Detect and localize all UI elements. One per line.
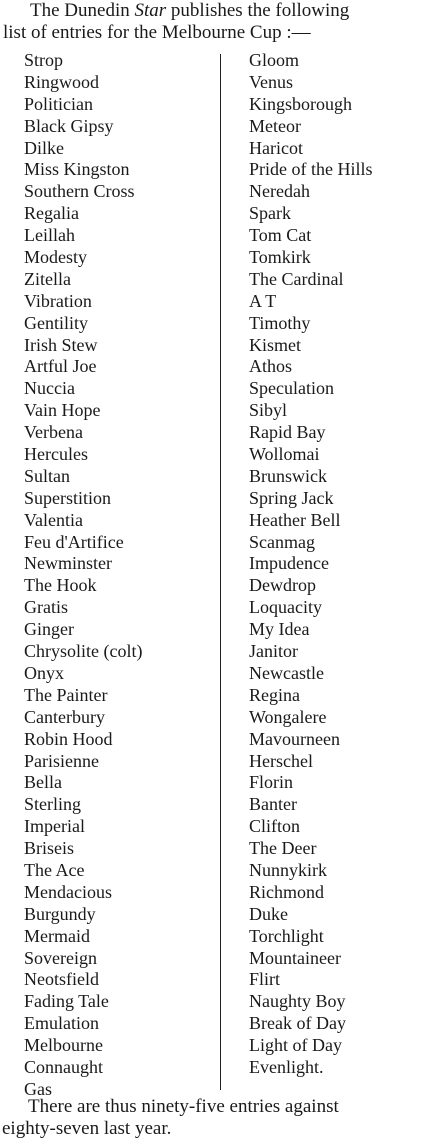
entry-name: Speculation (249, 378, 334, 399)
entry-name: Loquacity (249, 597, 322, 618)
entry-name: Feu d'Artifice (24, 531, 124, 552)
entry-name: Regalia (24, 203, 79, 224)
entries-right-column (249, 50, 373, 1079)
entry-name: Sterling (24, 794, 81, 815)
entry-name: Tomkirk (249, 247, 311, 268)
entry-name: The Painter (24, 684, 108, 705)
entry-name: Meteor (249, 115, 301, 136)
entry-name: Dewdrop (249, 575, 316, 596)
entry-name: Strop (24, 50, 64, 70)
entry-name: Richmond (249, 881, 324, 902)
entry-name: Sibyl (249, 400, 288, 421)
entry-name: Onyx (24, 662, 64, 683)
entry-name: Vibration (24, 290, 92, 311)
entry-name: Connaught (24, 1056, 103, 1077)
entry-name: Sovereign (24, 947, 97, 968)
entry-name: Gentility (24, 312, 88, 333)
entry-name: Briseis (24, 838, 75, 859)
entry-name: Bella (24, 772, 62, 793)
entry-name: Ringwood (24, 71, 100, 92)
entry-name: Neredah (249, 181, 310, 202)
entry-name: Ginger (24, 619, 74, 640)
intro-text-before: The Dunedin (30, 0, 135, 21)
entry-name: Mermaid (24, 925, 90, 946)
entry-name: Newminster (24, 553, 112, 574)
entry-name: Leillah (24, 225, 75, 246)
entry-name: Rapid Bay (249, 422, 326, 443)
entry-name: Burgundy (24, 903, 96, 924)
entry-name: Banter (249, 794, 297, 815)
entry-name: Mendacious (24, 881, 112, 902)
entry-name: Scanmag (249, 531, 315, 552)
entry-name: Southern Cross (24, 181, 135, 202)
entry-name: Artful Joe (24, 356, 97, 377)
entry-name: Light of Day (249, 1035, 342, 1056)
entry-name: Heather Bell (249, 509, 341, 530)
intro-paragraph (0, 0, 444, 44)
entry-name: Canterbury (24, 706, 105, 727)
newspaper-name: Star (134, 0, 167, 21)
entry-name: Venus (249, 71, 293, 92)
closing-paragraph (0, 1096, 444, 1140)
entry-name: My Idea (249, 619, 310, 640)
entry-name: Haricot (249, 137, 303, 158)
entry-name: Verbena (24, 422, 83, 443)
entry-name: Kismet (249, 334, 301, 355)
entry-name: Regina (249, 684, 300, 705)
entry-name: Mountaineer (249, 947, 341, 968)
entry-name: Gloom (249, 50, 300, 70)
entry-name: Zitella (24, 268, 71, 289)
column-divider (220, 54, 221, 1090)
entry-name: Evenlight. (249, 1056, 324, 1077)
entry-name: Fading Tale (24, 991, 109, 1012)
entry-name: Superstition (24, 487, 112, 508)
entry-name: Janitor (249, 641, 298, 662)
entry-name: Wollomai (249, 444, 320, 465)
entry-name: Vain Hope (24, 400, 101, 421)
entry-name: Nuccia (24, 378, 75, 399)
entry-name: Nunnykirk (249, 859, 327, 880)
entry-name: Timothy (249, 312, 311, 333)
entry-name: Neotsfield (24, 969, 99, 990)
closing-line-1: There are thus ninety-five entries against (28, 1096, 339, 1117)
entry-name: Torchlight (249, 925, 324, 946)
entry-name: Modesty (24, 247, 87, 268)
entry-name: Flirt (249, 969, 281, 990)
intro-line-1 (0, 0, 444, 22)
entry-name: Parisienne (24, 750, 99, 771)
entry-name: Valentia (24, 509, 83, 530)
entry-name: Emulation (24, 1013, 99, 1034)
entry-name: Black Gipsy (24, 115, 114, 136)
entry-name: Miss Kingston (24, 159, 130, 180)
entry-name: Brunswick (249, 465, 327, 486)
entry-name: Kingsborough (249, 93, 352, 114)
entry-name: Chrysolite (colt) (24, 641, 143, 662)
entry-name: Duke (249, 903, 288, 924)
entry-name: Break of Day (249, 1013, 346, 1034)
intro-line-2: list of entries for the Melbourne Cup :— (3, 22, 311, 43)
entry-name: The Cardinal (249, 268, 344, 289)
entry-name: Gratis (24, 597, 68, 618)
entry-name: Imperial (24, 816, 85, 837)
entry-name: Dilke (24, 137, 64, 158)
entry-name: A T (249, 290, 277, 311)
entry-name: Spark (249, 203, 291, 224)
entry-name: The Hook (24, 575, 97, 596)
entry-name: The Ace (24, 859, 85, 880)
entries-left-column (24, 50, 142, 1101)
entry-name: Gas (24, 1078, 52, 1099)
entry-name: Athos (249, 356, 293, 377)
entry-name: Melbourne (24, 1035, 103, 1056)
entry-name: Sultan (24, 465, 71, 486)
entry-name: Mavourneen (249, 728, 340, 749)
entry-name: Spring Jack (249, 487, 334, 508)
entry-name: Irish Stew (24, 334, 98, 355)
intro-text-after: publishes the following (166, 0, 350, 21)
entry-name: Wongalere (249, 706, 327, 727)
entry-name: Robin Hood (24, 728, 113, 749)
entry-name: Hercules (24, 444, 88, 465)
entry-name: Herschel (249, 750, 313, 771)
entry-name: Pride of the Hills (249, 159, 373, 180)
entry-name: The Deer (249, 838, 317, 859)
closing-line-2: eighty-seven last year. (2, 1118, 172, 1139)
entry-name: Politician (24, 93, 93, 114)
entry-name: Clifton (249, 816, 301, 837)
entry-name: Tom Cat (249, 225, 312, 246)
entry-name: Florin (249, 772, 294, 793)
entry-name: Newcastle (249, 662, 324, 683)
entry-name: Impudence (249, 553, 329, 574)
entry-name: Naughty Boy (249, 991, 346, 1012)
